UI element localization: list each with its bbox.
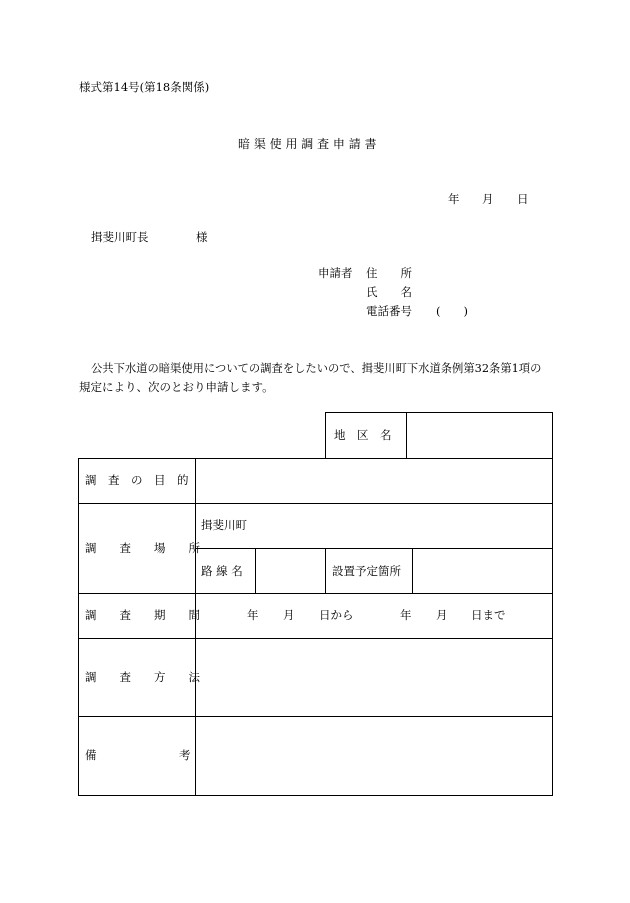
- purpose-input[interactable]: [200, 463, 548, 499]
- page-title: 暗 渠 使 用 調 査 申 請 書: [238, 137, 377, 151]
- purpose-label: 調 査 の 目 的: [85, 473, 189, 487]
- date-month: 月: [482, 192, 494, 206]
- route-label: 路 線 名: [201, 564, 243, 578]
- period-year-2: 年: [400, 608, 412, 622]
- body-line-1: 公共下水道の暗渠使用についての調査をしたいので、揖斐川町下水道条例第32条第1項の: [91, 362, 542, 375]
- period-month-1: 月: [283, 608, 295, 622]
- body-line-2: 規定により、次のとおり申請します。: [79, 380, 274, 394]
- site-label: 設置予定箇所: [332, 564, 401, 578]
- location-input[interactable]: [250, 510, 548, 544]
- district-input[interactable]: [410, 418, 548, 454]
- applicant-name-label: 氏 名: [366, 285, 412, 299]
- applicant-phone-label: 電話番号: [366, 304, 412, 318]
- method-label: 調 査 方 法: [85, 670, 200, 684]
- period-month-2: 月: [436, 608, 448, 622]
- date-day: 日: [517, 192, 529, 206]
- period-until: 日まで: [471, 608, 506, 622]
- route-input[interactable]: [259, 553, 321, 589]
- remarks-input[interactable]: [200, 721, 548, 791]
- applicant-phone-parens: ( ): [436, 304, 468, 318]
- period-from: 日から: [319, 608, 354, 622]
- method-input[interactable]: [200, 643, 548, 712]
- district-label: 地 区 名: [334, 428, 392, 442]
- period-year-1: 年: [247, 608, 259, 622]
- location-town: 揖斐川町: [201, 518, 247, 532]
- period-label: 調 査 期 間: [85, 608, 200, 622]
- addressee-name: 揖斐川町長: [91, 230, 149, 244]
- location-label: 調 査 場 所: [85, 541, 200, 555]
- remarks-label-left: 備: [85, 748, 97, 762]
- form-number: 様式第14号(第18条関係): [79, 80, 210, 94]
- applicant-label: 申請者: [318, 266, 353, 280]
- addressee-honorific: 様: [196, 230, 208, 244]
- date-year: 年: [448, 192, 460, 206]
- remarks-label-right: 考: [179, 748, 191, 762]
- applicant-address-label: 住 所: [366, 266, 412, 280]
- site-input[interactable]: [416, 553, 548, 589]
